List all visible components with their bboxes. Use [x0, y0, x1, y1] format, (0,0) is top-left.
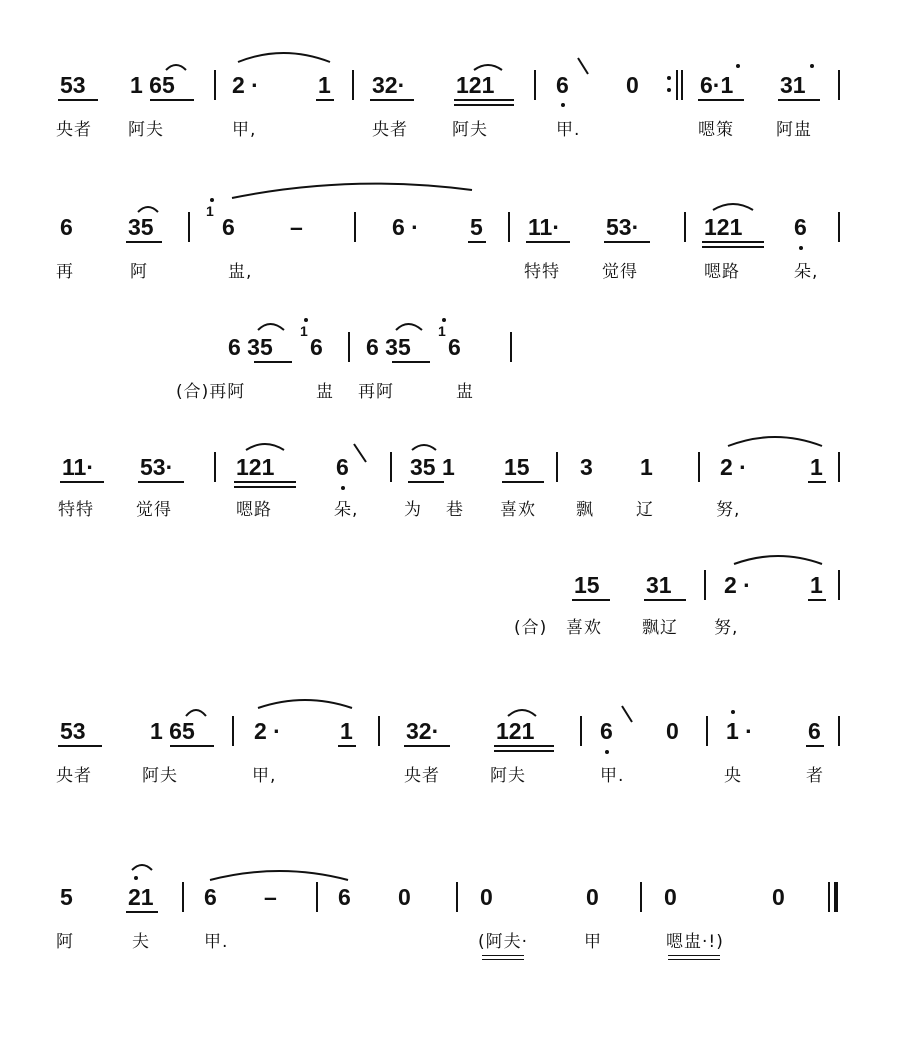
breath-mark [578, 58, 588, 74]
note-group: 0 [626, 72, 639, 98]
slur [474, 65, 502, 70]
lyric: 特特 [58, 500, 94, 520]
underline [316, 99, 334, 101]
slur [166, 65, 186, 70]
barline [684, 212, 686, 242]
note-group: 121 [236, 454, 275, 480]
note-group: 0 [666, 718, 679, 744]
lyric: 盅 [456, 382, 474, 402]
note-group: 11· [528, 214, 560, 240]
lyric: 努, [716, 500, 741, 520]
lyric: 嗯路 [704, 262, 740, 282]
lyric: 巷 [446, 500, 464, 520]
octave-dot [341, 486, 345, 490]
underline [468, 241, 486, 243]
lyric: 朵, [794, 262, 819, 282]
repeat-dot [667, 76, 671, 80]
note-group: – [264, 884, 277, 910]
tie [728, 437, 822, 446]
tie [734, 556, 822, 564]
underline [170, 745, 214, 747]
note-group: 6 [204, 884, 217, 910]
barline [214, 452, 216, 482]
barline [348, 332, 350, 362]
final-barline [834, 882, 838, 912]
slur [258, 324, 284, 330]
underline [150, 99, 194, 101]
underline [58, 745, 102, 747]
lyric: (阿夫· [478, 932, 529, 952]
barline [188, 212, 190, 242]
note-group: 6 [60, 214, 73, 240]
barline [704, 570, 706, 600]
note-group: 2 · [724, 572, 751, 598]
lyric: 嗯策 [698, 120, 734, 140]
underline [502, 481, 544, 483]
octave-dot [442, 318, 446, 322]
tie [232, 184, 472, 198]
underline [808, 481, 826, 483]
note-group: 2 · [720, 454, 747, 480]
lyric: 觉得 [602, 262, 638, 282]
lyric: 朵, [334, 500, 359, 520]
lyric-underline [482, 955, 524, 956]
underline [60, 481, 104, 483]
note-group: 0 [480, 884, 493, 910]
lyric: 特特 [524, 262, 560, 282]
barline [534, 70, 536, 100]
barline [378, 716, 380, 746]
lyric: 飘 [576, 500, 594, 520]
note-group: 53· [606, 214, 640, 240]
barline [232, 716, 234, 746]
breath-mark [622, 706, 632, 722]
note-group: 3 [580, 454, 593, 480]
tie [238, 53, 330, 62]
tie [210, 871, 348, 880]
barline [640, 882, 642, 912]
lyric: 甲 [584, 932, 602, 952]
octave-dot [810, 64, 814, 68]
lyric-underline [668, 959, 720, 960]
underline [370, 99, 414, 101]
underline [234, 486, 296, 488]
note-group: 11· [62, 454, 94, 480]
octave-dot [731, 710, 735, 714]
underline [126, 241, 162, 243]
note-group: 6 35 [228, 334, 273, 360]
lyric: 央者 [372, 120, 408, 140]
note-group: 15 [504, 454, 530, 480]
underline [702, 241, 764, 243]
note-group: 53· [140, 454, 174, 480]
slur [412, 445, 436, 450]
note-group: 5 [60, 884, 73, 910]
barline [838, 570, 840, 600]
note-group: 53 [60, 72, 86, 98]
slur [508, 710, 536, 716]
note-group: 6 [448, 334, 461, 360]
note-group: 5 [470, 214, 483, 240]
note-group: 6 · [392, 214, 419, 240]
repeat-dot [667, 88, 671, 92]
barline [456, 882, 458, 912]
lyric-underline [668, 955, 720, 956]
slur [713, 204, 753, 210]
lyric: 觉得 [136, 500, 172, 520]
underline [702, 246, 764, 248]
double-barline [676, 70, 678, 100]
underline [234, 481, 296, 483]
octave-dot [561, 103, 565, 107]
note-group: 121 [704, 214, 743, 240]
barline [706, 716, 708, 746]
lyric: 阿夫 [128, 120, 164, 140]
lyric: 夫 [132, 932, 150, 952]
underline [392, 361, 430, 363]
lyric: 甲. [556, 120, 581, 140]
breath-mark [354, 444, 366, 462]
lyric: 盅, [228, 262, 253, 282]
underline [808, 599, 826, 601]
note-group: 32· [372, 72, 406, 98]
lyric: 央者 [56, 766, 92, 786]
octave-dot [134, 876, 138, 880]
underline [526, 241, 570, 243]
note-group: 6 [794, 214, 807, 240]
note-group: 6 [338, 884, 351, 910]
slur [186, 710, 206, 716]
note-group: 6 [336, 454, 349, 480]
note-group: 1 [340, 718, 353, 744]
slur [396, 324, 422, 330]
barline [182, 882, 184, 912]
note-group: 31 [646, 572, 672, 598]
note-group: 0 [586, 884, 599, 910]
lyric: 再阿 [358, 382, 394, 402]
barline [316, 882, 318, 912]
octave-dot [605, 750, 609, 754]
barline [390, 452, 392, 482]
note-group: 6·1 [700, 72, 734, 98]
note-group: 35 1 [410, 454, 455, 480]
note-group: 32· [406, 718, 440, 744]
lyric: 者 [806, 766, 824, 786]
lyric: 再 [56, 262, 74, 282]
barline [354, 212, 356, 242]
underline [778, 99, 820, 101]
note-group: 121 [456, 72, 495, 98]
lyric: 阿 [130, 262, 148, 282]
underline [408, 481, 444, 483]
note-group: 2 · [232, 72, 259, 98]
note-group: 1 [640, 454, 653, 480]
lyric: 嗯路 [236, 500, 272, 520]
underline [58, 99, 98, 101]
barline [556, 452, 558, 482]
grace-note: 1 [206, 203, 214, 219]
lyric: 甲, [252, 766, 277, 786]
lyric: 阿盅 [776, 120, 812, 140]
note-group: 31 [780, 72, 806, 98]
grace-note: 1 [300, 323, 308, 339]
lyric: 阿夫 [490, 766, 526, 786]
underline [126, 911, 158, 913]
barline [580, 716, 582, 746]
final-barline [828, 882, 830, 912]
note-group: 0 [772, 884, 785, 910]
barline [214, 70, 216, 100]
lyric: 努, [714, 618, 739, 638]
note-group: 21 [128, 884, 154, 910]
underline [644, 599, 686, 601]
underline [138, 481, 184, 483]
lyric: 央 [724, 766, 742, 786]
barline [508, 212, 510, 242]
note-group: 6 [600, 718, 613, 744]
lyric: 为 [404, 500, 422, 520]
barline [838, 452, 840, 482]
lyric-underline [482, 959, 524, 960]
slur [138, 207, 158, 212]
underline [604, 241, 650, 243]
underline [454, 104, 514, 106]
underline [572, 599, 610, 601]
barline [510, 332, 512, 362]
tie [258, 700, 352, 708]
barline [838, 212, 840, 242]
octave-dot [799, 246, 803, 250]
underline [254, 361, 292, 363]
note-group: 53 [60, 718, 86, 744]
octave-dot [210, 198, 214, 202]
underline [454, 99, 514, 101]
lyric: 盅 [316, 382, 334, 402]
note-group: 1 · [726, 718, 753, 744]
note-group: 1 [810, 454, 823, 480]
note-group: 6 [222, 214, 235, 240]
lyric: 央者 [404, 766, 440, 786]
note-group: 2 · [254, 718, 281, 744]
note-group: 6 [310, 334, 323, 360]
underline [494, 745, 554, 747]
lyric: 阿夫 [452, 120, 488, 140]
octave-dot [736, 64, 740, 68]
note-group: 1 65 [130, 72, 175, 98]
lyric: 甲. [600, 766, 625, 786]
lyric: 飘辽 [642, 618, 678, 638]
lyric: 阿夫 [142, 766, 178, 786]
note-group: 6 [808, 718, 821, 744]
lyric: 辽 [636, 500, 654, 520]
lyric: 甲, [232, 120, 257, 140]
underline [494, 750, 554, 752]
note-group: 121 [496, 718, 535, 744]
lyric: 央者 [56, 120, 92, 140]
underline [806, 745, 824, 747]
lyric: (合)再阿 [176, 382, 246, 402]
double-barline [681, 70, 683, 100]
barline [838, 70, 840, 100]
lyric: 喜欢 [500, 500, 536, 520]
grace-note: 1 [438, 323, 446, 339]
note-group: 35 [128, 214, 154, 240]
note-group: 1 65 [150, 718, 195, 744]
note-group: 1 [318, 72, 331, 98]
note-group: 0 [664, 884, 677, 910]
lyric: 嗯盅·!) [666, 932, 724, 952]
note-group: 6 [556, 72, 569, 98]
note-group: 0 [398, 884, 411, 910]
slur [246, 444, 284, 450]
underline [698, 99, 744, 101]
note-group: 1 [810, 572, 823, 598]
octave-dot [304, 318, 308, 322]
note-group: – [290, 214, 303, 240]
lyric: 甲. [204, 932, 229, 952]
lyric: 阿 [56, 932, 74, 952]
lyric: (合) [514, 618, 548, 638]
barline [838, 716, 840, 746]
barline [698, 452, 700, 482]
barline [352, 70, 354, 100]
note-group: 15 [574, 572, 600, 598]
note-group: 6 35 [366, 334, 411, 360]
slur [132, 865, 152, 870]
underline [404, 745, 450, 747]
underline [338, 745, 356, 747]
lyric: 喜欢 [566, 618, 602, 638]
